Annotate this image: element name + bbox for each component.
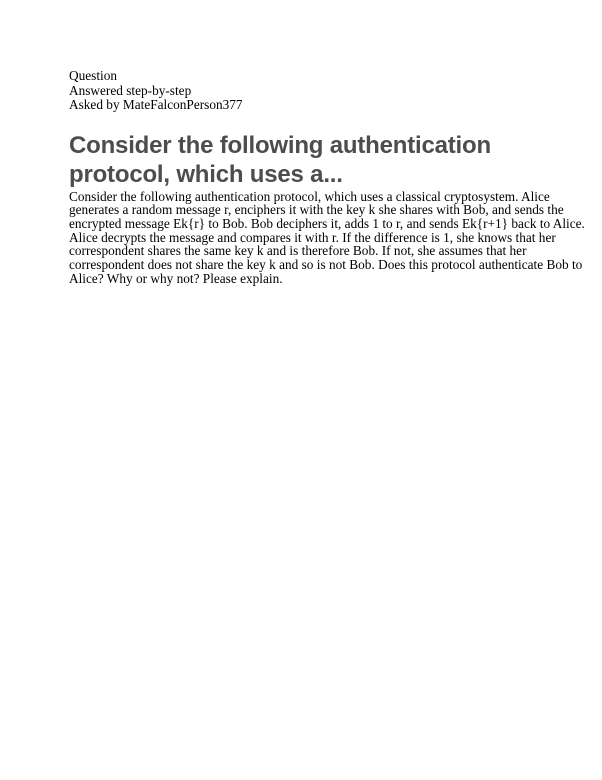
- question-body-line: correspondent does not share the key k and so is not Bob. Does this protocol authenticate Bob to: [69, 257, 583, 273]
- question-body-line: encrypted message Ek{r} to Bob. Bob deciphers it, adds 1 to r, and sends Ek{r+1} back to Alice.: [69, 215, 585, 231]
- question-title: Consider the following authentication protocol, which uses a...: [69, 131, 491, 188]
- question-body-line: Alice? Why or why not? Please explain.: [69, 270, 283, 286]
- question-body-line: Alice decrypts the message and compares it with r. If the difference is 1, she knows that her: [69, 229, 556, 245]
- asked-by: Asked by MateFalconPerson377: [69, 97, 243, 112]
- question-body-line: generates a random message r, enciphers it with the key k she shares with Bob, and sends the: [69, 202, 564, 218]
- answered-status: Answered step-by-step: [69, 82, 192, 98]
- question-body: [69, 190, 599, 286]
- question-type-label: Question: [69, 68, 118, 83]
- question-meta: [69, 69, 593, 113]
- question-body-line: Consider the following authentication protocol, which uses a classical cryptosystem. Alice: [69, 188, 550, 204]
- question-body-line: correspondent shares the same key k and is therefore Bob. If not, she assumes that her: [69, 243, 527, 259]
